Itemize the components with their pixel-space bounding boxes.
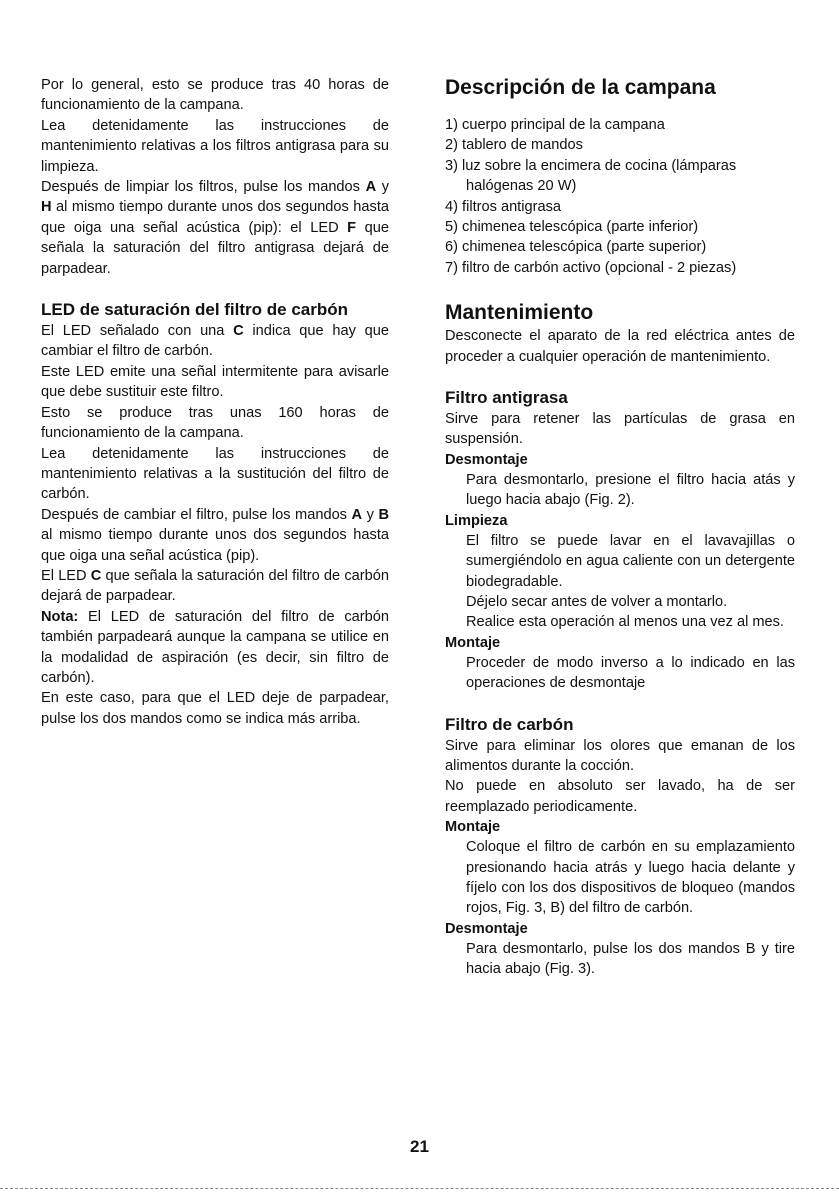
grease-clean-label: Limpieza <box>445 512 508 529</box>
carbon-led-paragraph-6: El LED C que señala la saturación del filtro de carbón dejará de parpadear. <box>41 567 389 605</box>
carbon-led-paragraph-1: El LED señalado con una C indica que hay que cambiar el filtro de carbón. <box>41 323 389 360</box>
note-label: Nota: <box>41 608 79 625</box>
grease-filter-paragraph: Sirve para retener las partículas de grasa en suspensión. <box>445 411 795 448</box>
carbon-filter-paragraph-2: No puede en absoluto ser lavado, ha de ser reemplazado periodicamente. <box>445 778 795 815</box>
grease-clean-text-1: El filtro se puede lavar en el lavavajillas o sumergiéndolo en agua caliente con un detergente biodegradable. <box>466 532 795 590</box>
carbon-led-paragraph-7: En este caso, para que el LED deje de parpadear, pulse los dos mandos como se indica más arriba. <box>41 690 389 727</box>
description-heading: Descripción de la campana <box>445 76 716 99</box>
carbon-mount-label: Montaje <box>445 819 501 836</box>
list-item: 4) filtros antigrasa <box>445 198 561 215</box>
carbon-remove-label: Desmontaje <box>445 920 528 937</box>
carbon-led-paragraph-4: Lea detenidamente las instrucciones de mantenimiento relativas a la sustitución del filtro de carbón. <box>41 445 389 503</box>
carbon-filter-paragraph-1: Sirve para eliminar los olores que emanan de los alimentos durante la cocción. <box>445 737 795 774</box>
grease-reset-paragraph: Después de limpiar los filtros, pulse los mandos A y H al mismo tiempo durante unos dos segundos hasta que oiga una señal acústica (pip): el LED F que señala la saturación del filtro antigrasa dejará de parpadear. <box>41 179 389 277</box>
grease-remove-text: Para desmontarlo, presione el filtro hacia atás y luego hacia abajo (Fig. 2). <box>466 471 795 509</box>
grease-filter-heading: Filtro antigrasa <box>445 388 568 408</box>
key-a: A <box>365 179 377 196</box>
parts-list <box>445 115 795 278</box>
carbon-led-paragraph-5: Después de cambiar el filtro, pulse los mandos A y B al mismo tiempo durante unos dos segundos hasta que oiga una señal acústica (pip). <box>41 506 390 564</box>
carbon-led-heading: LED de saturación del filtro de carbón <box>41 300 348 320</box>
grease-clean-text-3: Realice esta operación al menos una vez al mes. <box>466 614 784 631</box>
grease-remove-label: Desmontaje <box>445 451 528 468</box>
key-h: H <box>41 199 52 216</box>
carbon-remove-text: Para desmontarlo, pulse los dos mandos B y tire hacia abajo (Fig. 3). <box>466 940 795 978</box>
list-item: 3) luz sobre la encimera de cocina (lámparas halógenas 20 W) <box>445 157 737 195</box>
list-item: 2) tablero de mandos <box>445 137 583 154</box>
intro-paragraph-2: Lea detenidamente las instrucciones de mantenimiento relativas a los filtros antigrasa para su limpieza. <box>41 117 389 175</box>
grease-clean-text-2: Déjelo secar antes de volver a montarlo. <box>466 593 728 610</box>
left-column <box>41 0 389 729</box>
page-number: 21 <box>410 1137 429 1156</box>
list-item: 7) filtro de carbón activo (opcional - 2 piezas) <box>445 259 737 276</box>
maintenance-heading: Mantenimiento <box>445 301 594 325</box>
carbon-mount-text: Coloque el filtro de carbón en su emplazamiento presionando hacia atrás y luego hacia delante y fíjelo con los dos dispositivos de bloqueo (mandos rojos, Fig. 3, B) del filtro de carbón. <box>466 839 795 917</box>
maintenance-paragraph: Desconecte el aparato de la red eléctrica antes de proceder a cualquier operación de mantenimiento. <box>445 328 795 365</box>
carbon-filter-heading: Filtro de carbón <box>445 714 574 734</box>
list-item: 5) chimenea telescópica (parte inferior) <box>445 219 699 236</box>
grease-mount-text: Proceder de modo inverso a lo indicado en las operaciones de desmontaje <box>466 654 795 692</box>
intro-paragraph-1: Por lo general, esto se produce tras 40 horas de funcionamiento de la campana. <box>41 77 389 114</box>
note-paragraph: Nota: El LED de saturación del filtro de carbón también parpadeará aunque la campana se utilice en la modalidad de aspiración (es decir, sin filtro de carbón). <box>41 608 389 686</box>
key-f: F <box>347 219 357 236</box>
carbon-led-paragraph-3: Esto se produce tras unas 160 horas de funcionamiento de la campana. <box>41 404 389 442</box>
list-item: 6) chimenea telescópica (parte superior) <box>445 239 707 256</box>
carbon-led-paragraph-2: Este LED emite una señal intermitente para avisarle que debe sustituir este filtro. <box>41 363 389 401</box>
right-column <box>445 0 795 980</box>
bottom-divider <box>0 1188 839 1189</box>
grease-mount-label: Montaje <box>445 634 501 651</box>
list-item: 1) cuerpo principal de la campana <box>445 117 665 133</box>
